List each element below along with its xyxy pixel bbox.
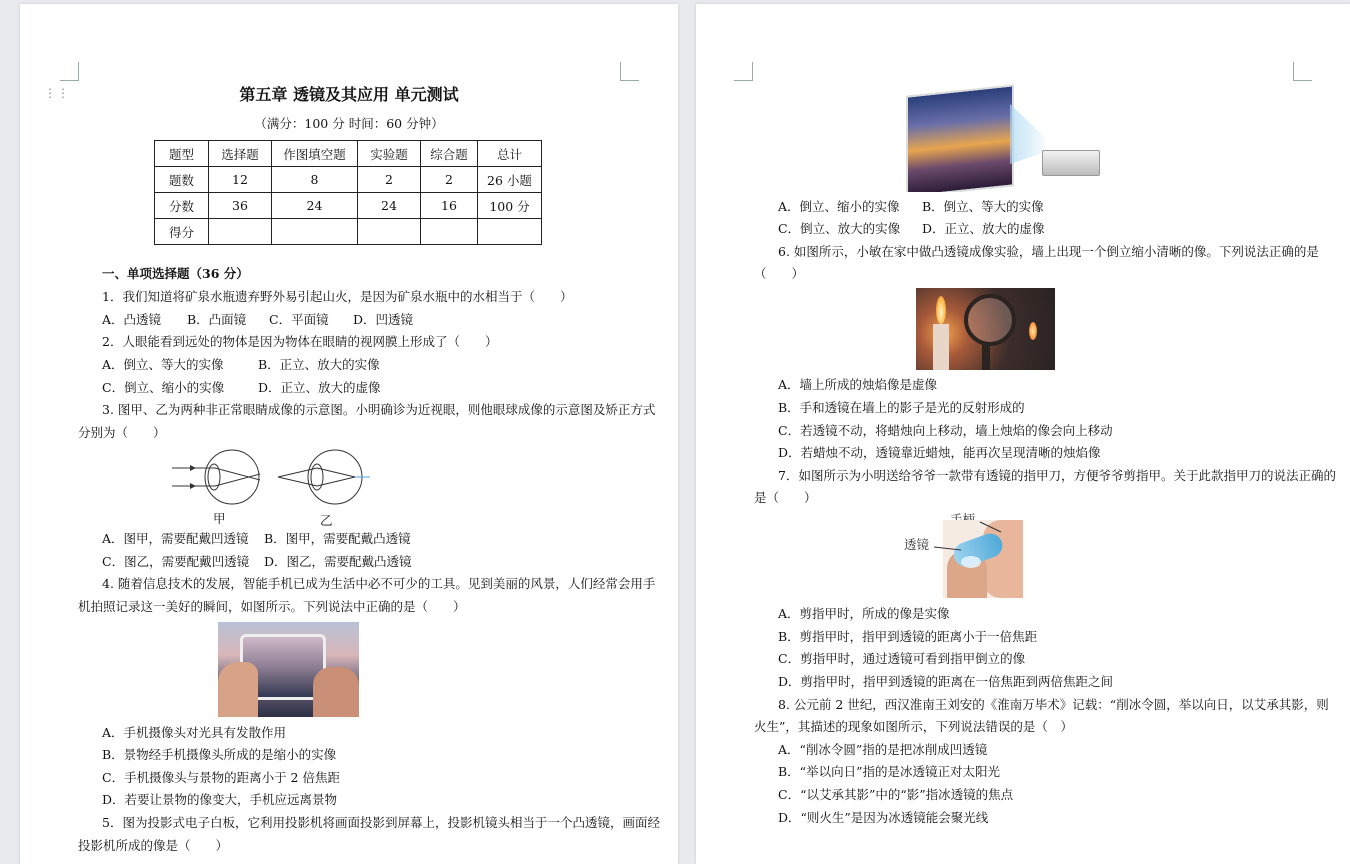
option: B．图甲，需要配戴凸透镜 [264,531,411,546]
option: A．凸透镜 [102,312,162,327]
figure-label: 甲 [213,511,226,526]
table-row [155,219,542,245]
score-table [154,140,542,245]
page-subtitle: （满分：100 分 时间：60 分钟） [254,116,444,131]
option: D．剪指甲时，指甲到透镜的距离在一倍焦距到两倍焦距之间 [778,674,1114,689]
figure-label-lens: 透镜 [904,537,930,552]
option: B．凸面镜 [187,312,247,327]
option: D．正立、放大的虚像 [258,380,381,395]
table-cell: 分数 [155,193,209,219]
table-cell[interactable] [272,219,358,245]
table-cell: 24 [358,193,421,219]
question-8: 8. 公元前 2 世纪，西汉淮南王刘安的《淮南万毕术》记载：“削冰令圆，举以向日，以艾承其影，则 [778,697,1329,712]
drag-handle-icon[interactable]: ⋮⋮ [44,86,70,100]
option: B．景物经手机摄像头所成的是缩小的实像 [102,747,337,762]
document-page-left [20,4,678,864]
option: A．墙上所成的烛焰像是虚像 [778,377,938,392]
question-5: 5．图为投影式电子白板，它利用投影机将画面投影到屏幕上，投影机镜头相当于一个凸透镜，画面经 [102,815,660,830]
question-1: 1．我们知道将矿泉水瓶遗弃野外易引起山火，是因为矿泉水瓶中的水相当于（ ） [102,289,573,304]
document-page-right [696,4,1350,864]
table-cell: 16 [421,193,478,219]
eye-diagram [170,444,380,529]
option: B．倒立、等大的实像 [922,199,1044,214]
question-5-cont: 投影机所成的像是（ ） [78,838,229,853]
option: A．倒立、等大的实像 [102,357,224,372]
option: B．正立、放大的实像 [258,357,380,372]
option: D．凹透镜 [353,312,414,327]
question-6: 6. 如图所示，小敏在家中做凸透镜成像实验，墙上出现一个倒立缩小清晰的像。下列说法正确的是 [778,244,1319,259]
question-4-cont: 机拍照记录这一美好的瞬间，如图所示。下列说法中正确的是（ ） [78,599,466,614]
option: D．图乙，需要配戴凸透镜 [264,554,412,569]
option: D．若蜡烛不动，透镜靠近蜡烛，能再次呈现清晰的烛焰像 [778,445,1101,460]
table-cell: 2 [358,167,421,193]
option: C．剪指甲时，通过透镜可看到指甲倒立的像 [778,651,1026,666]
phone-photo-image [218,622,359,717]
table-cell: 36 [209,193,272,219]
table-row [155,167,542,193]
table-header-cell: 综合题 [421,141,478,167]
option: C．倒立、缩小的实像 [102,380,225,395]
figure-label: 乙 [320,513,333,528]
question-4: 4. 随着信息技术的发展，智能手机已成为生活中必不可少的工具。见到美丽的风景，人们经常会用手 [102,576,656,591]
option: A．剪指甲时，所成的像是实像 [778,606,950,621]
option: C．“以艾承其影”中的“影”指冰透镜的焦点 [778,787,1014,802]
table-row [155,141,542,167]
table-cell: 题数 [155,167,209,193]
label-leader-lines [696,4,1350,624]
option: A．图甲，需要配戴凹透镜 [102,531,249,546]
table-cell: 2 [421,167,478,193]
option: B．剪指甲时，指甲到透镜的距离小于一倍焦距 [778,629,1038,644]
option: B．“举以向日”指的是冰透镜正对太阳光 [778,764,1000,779]
table-row [155,193,542,219]
option: D．正立、放大的虚像 [922,221,1045,236]
table-header-cell: 题型 [155,141,209,167]
table-cell: 100 分 [478,193,542,219]
page-title: 第五章 透镜及其应用 单元测试 [239,85,459,104]
option: C．倒立、放大的实像 [778,221,901,236]
crop-mark [620,62,639,81]
table-header-cell: 总计 [478,141,542,167]
table-cell: 得分 [155,219,209,245]
eye-b-figure [278,450,370,504]
option: A．倒立、缩小的实像 [778,199,900,214]
option: B．手和透镜在墙上的影子是光的反射形成的 [778,400,1025,415]
question-7: 7．如图所示为小明送给爷爷一款带有透镜的指甲刀，方便爷爷剪指甲。关于此款指甲刀的说法正确的 [778,468,1336,483]
option: C．若透镜不动，将蜡烛向上移动，墙上烛焰的像会向上移动 [778,423,1113,438]
table-cell[interactable] [358,219,421,245]
table-cell[interactable] [209,219,272,245]
question-7-cont: 是（ ） [754,490,817,505]
eye-a-figure [172,450,260,504]
option: A．“削冰令圆”指的是把冰削成凹透镜 [778,742,988,757]
table-header-cell: 实验题 [358,141,421,167]
table-header-cell: 选择题 [209,141,272,167]
table-cell: 12 [209,167,272,193]
option: C．图乙，需要配戴凹透镜 [102,554,250,569]
question-6-cont: （ ） [754,266,805,281]
question-8-cont: 火生”，其描述的现象如图所示，下列说法错误的是（ ） [754,719,1073,734]
option: A．手机摄像头对光具有发散作用 [102,725,287,740]
option: D．“则火生”是因为冰透镜能会聚光线 [778,810,989,825]
option: D．若要让景物的像变大，手机应远离景物 [102,792,338,807]
table-cell[interactable] [478,219,542,245]
question-3-cont: 分别为（ ） [78,425,166,440]
option: C．平面镜 [269,312,329,327]
table-header-cell: 作图填空题 [272,141,358,167]
table-cell: 8 [272,167,358,193]
table-cell: 26 小题 [478,167,542,193]
table-cell: 24 [272,193,358,219]
section-heading: 一、单项选择题（36 分） [102,266,249,281]
question-2: 2．人眼能看到远处的物体是因为物体在眼睛的视网膜上形成了（ ） [102,334,498,349]
crop-mark [60,62,79,81]
option: C．手机摄像头与景物的距离小于 2 倍焦距 [102,770,340,785]
question-3: 3. 图甲、乙为两种非正常眼睛成像的示意图。小明确诊为近视眼，则他眼球成像的示意图及矫正方式 [102,402,656,417]
table-cell[interactable] [421,219,478,245]
